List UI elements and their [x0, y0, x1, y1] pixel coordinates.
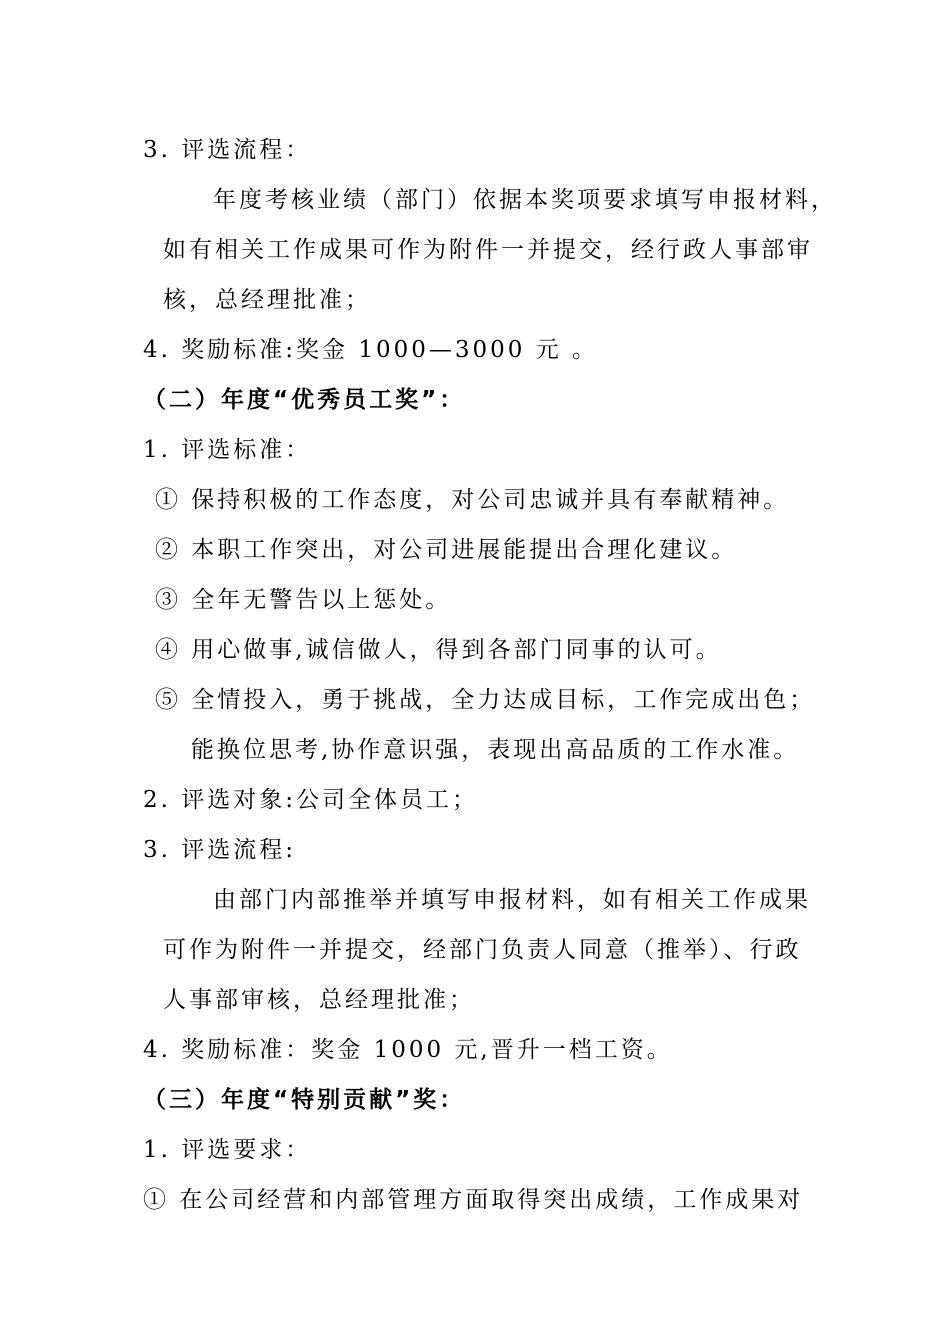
section-item-1-criteria: 1. 评选标准： — [143, 437, 312, 463]
section-heading-3: （三）年度“特别贡献”奖： — [143, 1087, 466, 1113]
paragraph-line: 年度考核业绩（部门）依据本奖项要求填写申报材料， — [213, 187, 837, 213]
list-item: ② 本职工作突出，对公司进展能提出合理化建议。 — [155, 537, 738, 563]
section-item-3-process: 3. 评选流程： — [143, 137, 312, 163]
list-item: ⑤ 全情投入，勇于挑战，全力达成目标，工作完成出色； — [155, 687, 816, 713]
paragraph-line: 可作为附件一并提交，经部门负责人同意（推举）、行政 — [163, 937, 802, 963]
list-item-continuation: 能换位思考,协作意识强，表现出高品质的工作水准。 — [191, 737, 800, 763]
section-item-1-requirements: 1. 评选要求： — [143, 1137, 312, 1163]
section-item-3-process: 3. 评选流程: — [143, 837, 297, 863]
section-item-4-reward: 4. 奖励标准:奖金 1000—3000 元 。 — [143, 337, 599, 363]
list-item: ③ 全年无警告以上惩处。 — [155, 587, 452, 613]
section-heading-2: （二）年度“优秀员工奖”： — [143, 387, 466, 413]
paragraph-line: 核，总经理批准； — [163, 287, 371, 313]
paragraph-line: 如有相关工作成果可作为附件一并提交，经行政人事部审 — [163, 237, 813, 263]
paragraph-line: 人事部审核，总经理批准； — [163, 987, 475, 1013]
list-item: ① 保持积极的工作态度，对公司忠诚并具有奉献精神。 — [155, 487, 790, 513]
list-item: ④ 用心做事,诚信做人，得到各部门同事的认可。 — [155, 637, 722, 663]
section-item-2-target: 2. 评选对象:公司全体员工； — [143, 787, 479, 813]
list-item: ① 在公司经营和内部管理方面取得突出成绩，工作成果对 — [143, 1187, 804, 1213]
section-item-4-reward: 4. 奖励标准：奖金 1000 元,晋升一档工资。 — [143, 1037, 673, 1063]
paragraph-line: 由部门内部推举并填写申报材料，如有相关工作成果 — [213, 887, 811, 913]
